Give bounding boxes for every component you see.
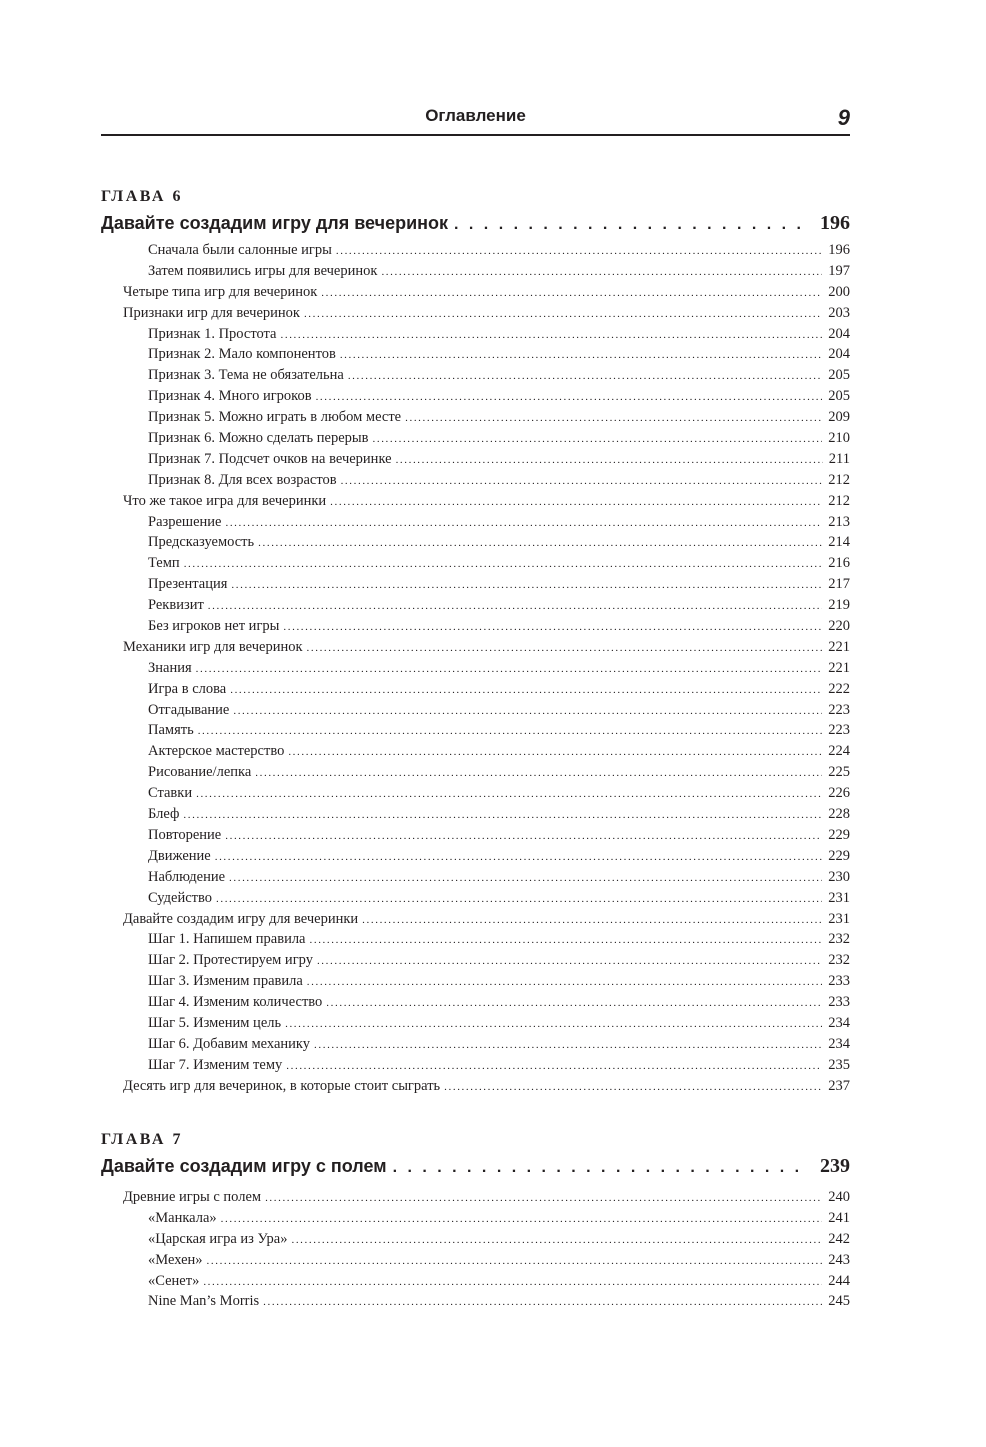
toc-entry-page: 234 bbox=[828, 1035, 850, 1052]
toc-entry-title: Отгадывание bbox=[148, 701, 230, 718]
dot-leader bbox=[310, 930, 823, 951]
toc-entry[interactable] bbox=[101, 1250, 850, 1271]
dot-leader bbox=[196, 784, 822, 805]
toc-entry-title: Признак 3. Тема не обязательна bbox=[148, 367, 344, 384]
toc-entry-title: Шаг 1. Напишем правила bbox=[148, 931, 306, 948]
dot-leader bbox=[326, 993, 822, 1014]
toc-entry[interactable] bbox=[101, 1229, 850, 1250]
dot-leader bbox=[381, 262, 822, 283]
toc-entry-page: 232 bbox=[828, 952, 850, 969]
toc-entry[interactable] bbox=[101, 658, 850, 679]
toc-entry-page: 226 bbox=[828, 785, 850, 802]
toc-entry-page: 245 bbox=[828, 1293, 850, 1310]
dot-leader bbox=[393, 1153, 810, 1183]
toc-entry-title: Признак 6. Можно сделать перерыв bbox=[148, 430, 369, 447]
dot-leader bbox=[405, 408, 822, 429]
toc-entry-title: Шаг 6. Добавим механику bbox=[148, 1035, 311, 1052]
toc-entry-page: 234 bbox=[828, 1014, 850, 1031]
toc-entry-page: 223 bbox=[828, 722, 850, 739]
toc-entry[interactable] bbox=[101, 783, 850, 804]
dot-leader bbox=[198, 721, 823, 742]
toc-entry-title: Разрешение bbox=[148, 513, 222, 530]
toc-entry-title: Предсказуемость bbox=[148, 534, 255, 551]
toc-entry[interactable] bbox=[101, 303, 850, 324]
toc-entry-page: 225 bbox=[828, 764, 850, 781]
toc-entry[interactable] bbox=[101, 1055, 850, 1076]
dot-leader bbox=[314, 1035, 822, 1056]
toc-entry[interactable] bbox=[101, 616, 850, 637]
toc-entry[interactable] bbox=[101, 971, 850, 992]
toc-entry-title: Ставки bbox=[148, 785, 193, 802]
toc-entry-title: Шаг 3. Изменим правила bbox=[148, 973, 303, 990]
toc-entry[interactable] bbox=[101, 720, 850, 741]
toc-entry[interactable] bbox=[101, 365, 850, 386]
toc-entry-page: 222 bbox=[828, 680, 850, 697]
toc-entry[interactable] bbox=[101, 741, 850, 762]
dot-leader bbox=[288, 742, 822, 763]
toc-entry-title: «Мехен» bbox=[148, 1251, 203, 1268]
dot-leader bbox=[285, 1014, 822, 1035]
toc-entry[interactable] bbox=[101, 595, 850, 616]
toc-entry-page: 197 bbox=[828, 262, 850, 279]
toc-entry[interactable] bbox=[101, 491, 850, 512]
toc-entry-title: Шаг 7. Изменим тему bbox=[148, 1056, 283, 1073]
toc-entry-title: Признак 2. Мало компонентов bbox=[148, 346, 336, 363]
chapter-label: ГЛАВА 6 bbox=[101, 188, 183, 205]
toc-entry-page: 242 bbox=[828, 1230, 850, 1247]
toc-entry[interactable] bbox=[101, 1208, 850, 1229]
dot-leader bbox=[454, 210, 810, 240]
toc-entry[interactable] bbox=[101, 929, 850, 950]
toc-entry[interactable] bbox=[101, 512, 850, 533]
toc-entry-title: Признак 5. Можно играть в любом месте bbox=[148, 409, 402, 426]
toc-entry[interactable] bbox=[101, 407, 850, 428]
dot-leader bbox=[231, 575, 822, 596]
dot-leader bbox=[307, 638, 823, 659]
dot-leader bbox=[317, 951, 822, 972]
toc-entry-title: Признак 1. Простота bbox=[148, 325, 277, 342]
dot-leader bbox=[255, 763, 822, 784]
chapter-7 bbox=[101, 1129, 850, 1312]
toc-entry-page: 235 bbox=[828, 1056, 850, 1073]
toc-entry[interactable] bbox=[101, 909, 850, 930]
toc-entry[interactable] bbox=[101, 449, 850, 470]
dot-leader bbox=[215, 847, 823, 868]
toc-entry-title: Память bbox=[148, 722, 194, 739]
dot-leader bbox=[362, 910, 822, 931]
toc-entry-page: 219 bbox=[828, 597, 850, 614]
toc-entry-page: 240 bbox=[828, 1189, 850, 1205]
toc-entry-page: 220 bbox=[828, 618, 850, 635]
toc-entry[interactable] bbox=[101, 532, 850, 553]
toc-entry[interactable] bbox=[101, 1291, 850, 1312]
chapter-title-row[interactable] bbox=[101, 1151, 850, 1181]
toc-entry-title: «Манкала» bbox=[148, 1209, 217, 1226]
dot-leader bbox=[258, 533, 822, 554]
toc-entry-title: Наблюдение bbox=[148, 868, 226, 885]
toc-entry[interactable] bbox=[101, 700, 850, 721]
chapter-page: 196 bbox=[820, 212, 850, 234]
dot-leader bbox=[225, 826, 822, 847]
dot-leader bbox=[233, 701, 822, 722]
toc-entry-page: 205 bbox=[828, 367, 850, 384]
toc-entry-page: 221 bbox=[828, 659, 850, 676]
toc-entry[interactable] bbox=[101, 428, 850, 449]
toc-entry[interactable] bbox=[101, 344, 850, 365]
toc-entry[interactable] bbox=[101, 240, 850, 261]
dot-leader bbox=[216, 889, 822, 910]
toc-entry-title: Судейство bbox=[148, 889, 212, 906]
toc-entry[interactable] bbox=[101, 261, 850, 282]
toc-entry-page: 241 bbox=[828, 1209, 850, 1226]
toc-entry-page: 223 bbox=[828, 701, 850, 718]
toc-entry-title: Затем появились игры для вечеринок bbox=[148, 262, 378, 279]
dot-leader bbox=[265, 1188, 822, 1209]
dot-leader bbox=[336, 241, 822, 262]
dot-leader bbox=[291, 1230, 822, 1251]
toc-entry-page: 204 bbox=[828, 325, 850, 342]
toc-entry-title: Повторение bbox=[148, 826, 222, 843]
toc-entry-title: Шаг 5. Изменим цель bbox=[148, 1014, 282, 1031]
toc-list bbox=[101, 1187, 850, 1312]
toc-entry-title: Шаг 2. Протестируем игру bbox=[148, 952, 313, 969]
dot-leader bbox=[304, 304, 822, 325]
toc-entry[interactable] bbox=[101, 324, 850, 345]
dot-leader bbox=[373, 429, 823, 450]
toc-entry-title: Блеф bbox=[148, 806, 180, 823]
toc-entry-title: Десять игр для вечеринок, в которые стоит сыграть bbox=[123, 1077, 441, 1094]
toc-entry-title: Презентация bbox=[148, 576, 228, 593]
toc-entry-title: Сначала были салонные игры bbox=[148, 242, 332, 258]
toc-entry[interactable] bbox=[101, 1271, 850, 1292]
toc-entry[interactable] bbox=[101, 1187, 850, 1208]
chapter-title: Давайте создадим игру для вечеринок bbox=[101, 213, 449, 233]
dot-leader bbox=[396, 450, 823, 471]
toc-entry-title: Механики игр для вечеринок bbox=[123, 638, 303, 655]
toc-entry-title: Знания bbox=[148, 659, 192, 676]
dot-leader bbox=[263, 1292, 822, 1313]
dot-leader bbox=[203, 1272, 822, 1293]
dot-leader bbox=[321, 283, 822, 304]
page-number: 9 bbox=[837, 105, 850, 130]
toc-entry-page: 203 bbox=[828, 304, 850, 321]
toc-entry[interactable] bbox=[101, 950, 850, 971]
toc-entry-title: Признак 7. Подсчет очков на вечеринке bbox=[148, 450, 392, 467]
toc-entry-page: 200 bbox=[828, 283, 850, 300]
dot-leader bbox=[184, 554, 823, 575]
toc-entry-page: 224 bbox=[828, 743, 850, 760]
toc-entry[interactable] bbox=[101, 679, 850, 700]
toc-entry[interactable] bbox=[101, 867, 850, 888]
dot-leader bbox=[283, 617, 822, 638]
toc-entry[interactable] bbox=[101, 574, 850, 595]
dot-leader bbox=[316, 387, 823, 408]
dot-leader bbox=[341, 471, 823, 492]
toc-entry-page: 230 bbox=[828, 868, 850, 885]
toc-entry-title: Древние игры с полем bbox=[123, 1189, 262, 1205]
toc-entry-title: «Сенет» bbox=[148, 1272, 200, 1289]
toc-entry-page: 233 bbox=[828, 973, 850, 990]
toc-entry-page: 237 bbox=[828, 1077, 850, 1094]
toc-entry[interactable] bbox=[101, 637, 850, 658]
running-head bbox=[101, 104, 850, 136]
toc-entry-page: 216 bbox=[828, 555, 850, 572]
running-head-title: Оглавление bbox=[425, 106, 526, 125]
toc-entry-page: 231 bbox=[828, 910, 850, 927]
chapter-page: 239 bbox=[820, 1155, 850, 1177]
toc-entry-page: 229 bbox=[828, 847, 850, 864]
toc-entry-page: 211 bbox=[828, 450, 850, 467]
dot-leader bbox=[225, 513, 822, 534]
dot-leader bbox=[207, 1251, 823, 1272]
toc-entry-page: 205 bbox=[828, 388, 850, 405]
toc-entry-page: 228 bbox=[828, 806, 850, 823]
toc-entry[interactable] bbox=[101, 282, 850, 303]
toc-entry-title: Давайте создадим игру для вечеринки bbox=[123, 910, 359, 927]
toc-entry-page: 217 bbox=[828, 576, 850, 593]
dot-leader bbox=[307, 972, 822, 993]
toc-entry-title: Без игроков нет игры bbox=[148, 618, 280, 635]
toc-entry[interactable] bbox=[101, 386, 850, 407]
dot-leader bbox=[208, 596, 822, 617]
toc-entry-page: 221 bbox=[828, 638, 850, 655]
toc-entry-page: 196 bbox=[828, 242, 850, 258]
toc-entry-title: Рисование/лепка bbox=[148, 764, 252, 781]
toc-entry-title: Реквизит bbox=[148, 597, 204, 614]
dot-leader bbox=[230, 680, 822, 701]
dot-leader bbox=[340, 345, 822, 366]
toc-entry-page: 209 bbox=[828, 409, 850, 426]
dot-leader bbox=[229, 868, 822, 889]
dot-leader bbox=[444, 1077, 822, 1098]
toc-entry[interactable] bbox=[101, 1013, 850, 1034]
toc-entry-page: 204 bbox=[828, 346, 850, 363]
toc-list bbox=[101, 240, 850, 1097]
toc-entry[interactable] bbox=[101, 470, 850, 491]
toc-entry-title: Движение bbox=[148, 847, 211, 864]
dot-leader bbox=[281, 325, 823, 346]
toc-entry-title: Что же такое игра для вечеринки bbox=[123, 492, 327, 509]
toc-entry-title: Признак 8. Для всех возрастов bbox=[148, 471, 337, 488]
toc-entry-title: «Царская игра из Ура» bbox=[148, 1230, 288, 1247]
dot-leader bbox=[221, 1209, 823, 1230]
toc-entry-page: 233 bbox=[828, 994, 850, 1011]
dot-leader bbox=[183, 805, 822, 826]
toc-entry[interactable] bbox=[101, 846, 850, 867]
toc-entry-title: Четыре типа игр для вечеринок bbox=[123, 283, 318, 300]
chapter-6 bbox=[101, 186, 850, 1097]
dot-leader bbox=[330, 492, 822, 513]
toc-entry[interactable] bbox=[101, 1076, 850, 1097]
dot-leader bbox=[348, 366, 822, 387]
toc-entry-title: Актерское мастерство bbox=[148, 743, 285, 760]
toc-entry-title: Темп bbox=[148, 555, 180, 572]
toc-entry-page: 232 bbox=[828, 931, 850, 948]
dot-leader bbox=[196, 659, 823, 680]
toc-entry[interactable] bbox=[101, 553, 850, 574]
chapter-label: ГЛАВА 7 bbox=[101, 1131, 183, 1148]
toc-entry-page: 213 bbox=[828, 513, 850, 530]
toc-entry-title: Nine Man’s Morris bbox=[148, 1293, 260, 1310]
toc-entry[interactable] bbox=[101, 762, 850, 783]
toc-entry-title: Игра в слова bbox=[148, 680, 227, 697]
toc-entry-page: 231 bbox=[828, 889, 850, 906]
toc-entry-page: 214 bbox=[828, 534, 850, 551]
toc-entry[interactable] bbox=[101, 804, 850, 825]
chapter-title-row[interactable] bbox=[101, 208, 850, 238]
toc-entry-title: Шаг 4. Изменим количество bbox=[148, 994, 323, 1011]
toc-entry[interactable] bbox=[101, 1034, 850, 1055]
toc-entry-page: 244 bbox=[828, 1272, 850, 1289]
dot-leader bbox=[286, 1056, 822, 1077]
toc-entry-title: Признаки игр для вечеринок bbox=[123, 304, 300, 321]
toc-entry[interactable] bbox=[101, 992, 850, 1013]
toc-entry-page: 210 bbox=[828, 430, 850, 447]
toc-entry-page: 243 bbox=[828, 1251, 850, 1268]
toc-entry-page: 229 bbox=[828, 826, 850, 843]
toc-entry[interactable] bbox=[101, 888, 850, 909]
toc-entry-page: 212 bbox=[828, 471, 850, 488]
toc-entry-page: 212 bbox=[828, 492, 850, 509]
toc-entry[interactable] bbox=[101, 825, 850, 846]
chapter-title: Давайте создадим игру с полем bbox=[101, 1156, 387, 1176]
toc-entry-title: Признак 4. Много игроков bbox=[148, 388, 312, 405]
